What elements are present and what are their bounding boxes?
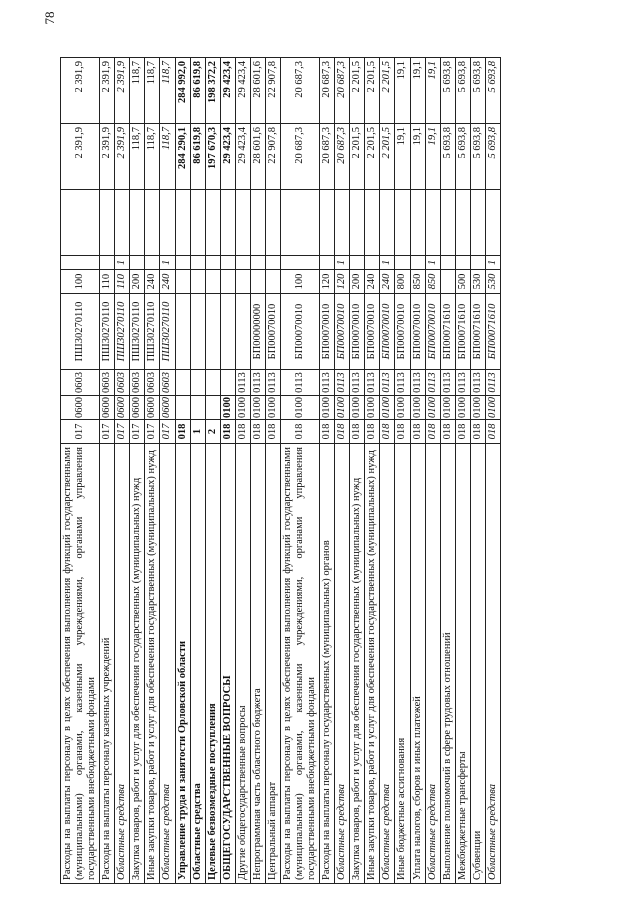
cell-value-3: 2 391,9: [61, 58, 100, 124]
cell-name: Другие общегосударственные вопросы: [235, 444, 250, 884]
cell-region-flag: [280, 256, 319, 270]
cell-value-2: 29 423,4: [220, 124, 235, 190]
cell-region-flag: [350, 256, 365, 270]
cell-section: 0100: [235, 396, 250, 420]
table-row: [160, 58, 175, 884]
cell-subsection: 0113: [455, 370, 470, 396]
cell-value-1: [235, 190, 250, 256]
cell-admin-code: 017: [61, 420, 100, 444]
table-row: [380, 58, 395, 884]
cell-value-1: [130, 190, 145, 256]
cell-subsection: 0603: [100, 370, 115, 396]
cell-value-3: 20 687,3: [280, 58, 319, 124]
cell-value-3: 2 391,9: [100, 58, 115, 124]
table-row: [145, 58, 160, 884]
cell-region-flag: [410, 256, 425, 270]
cell-region-flag: [190, 256, 205, 270]
cell-admin-code: 018: [365, 420, 380, 444]
cell-value-1: [425, 190, 440, 256]
cell-target-article: БП00070010: [280, 294, 319, 370]
cell-admin-code: 018: [335, 420, 350, 444]
cell-subsection: 0113: [235, 370, 250, 396]
cell-expense-type: 530: [485, 270, 500, 294]
cell-admin-code: 018: [235, 420, 250, 444]
table-row: [365, 58, 380, 884]
cell-subsection: 0113: [470, 370, 485, 396]
cell-admin-code: 018: [280, 420, 319, 444]
cell-subsection: 0113: [440, 370, 455, 396]
cell-region-flag: [175, 256, 190, 270]
cell-subsection: 0113: [485, 370, 500, 396]
cell-admin-code: 018: [485, 420, 500, 444]
cell-value-2: 118,7: [145, 124, 160, 190]
cell-value-2: 28 601,6: [250, 124, 265, 190]
cell-value-1: [190, 190, 205, 256]
table-row: [485, 58, 500, 884]
cell-admin-code: 018: [175, 420, 190, 444]
cell-value-3: 2 201,5: [380, 58, 395, 124]
cell-admin-code: 017: [130, 420, 145, 444]
table-row: [425, 58, 440, 884]
cell-value-2: 2 201,5: [350, 124, 365, 190]
cell-section: 0600: [100, 396, 115, 420]
cell-value-2: 20 687,3: [280, 124, 319, 190]
cell-value-3: 19,1: [425, 58, 440, 124]
cell-expense-type: 800: [395, 270, 410, 294]
cell-value-3: 19,1: [410, 58, 425, 124]
cell-region-flag: [220, 256, 235, 270]
cell-value-3: 5 693,8: [485, 58, 500, 124]
cell-value-2: 86 619,8: [190, 124, 205, 190]
cell-name: Управление труда и занятости Орловской области: [175, 444, 190, 884]
table-row: [395, 58, 410, 884]
cell-expense-type: [205, 270, 220, 294]
cell-value-1: [100, 190, 115, 256]
cell-expense-type: 850: [425, 270, 440, 294]
cell-value-2: 22 907,8: [265, 124, 280, 190]
cell-value-2: 19,1: [425, 124, 440, 190]
cell-value-2: 5 693,8: [485, 124, 500, 190]
table-row: [335, 58, 350, 884]
cell-value-2: 29 423,4: [235, 124, 250, 190]
cell-value-3: 29 423,4: [220, 58, 235, 124]
cell-section: 0100: [335, 396, 350, 420]
cell-region-flag: 1: [335, 256, 350, 270]
cell-subsection: 0113: [350, 370, 365, 396]
cell-section: 0100: [380, 396, 395, 420]
cell-section: [175, 396, 190, 420]
cell-subsection: 0603: [160, 370, 175, 396]
table-row: [61, 58, 100, 884]
cell-region-flag: 1: [485, 256, 500, 270]
cell-name: Закупка товаров, работ и услуг для обеспечения государственных (муниципальных) нужд: [350, 444, 365, 884]
table-row: [320, 58, 335, 884]
cell-subsection: 0603: [130, 370, 145, 396]
cell-value-2: 19,1: [410, 124, 425, 190]
cell-target-article: БП00071610: [470, 294, 485, 370]
cell-expense-type: 240: [145, 270, 160, 294]
cell-subsection: 0603: [145, 370, 160, 396]
rotated-table-container: [60, 58, 501, 884]
table-row: [115, 58, 130, 884]
cell-value-1: [175, 190, 190, 256]
cell-name: Областные средства: [190, 444, 205, 884]
cell-section: 0100: [410, 396, 425, 420]
cell-subsection: 0603: [115, 370, 130, 396]
cell-value-1: [205, 190, 220, 256]
table-row: [205, 58, 220, 884]
cell-expense-type: 100: [61, 270, 100, 294]
cell-region-flag: [145, 256, 160, 270]
cell-name: Областные средства: [115, 444, 130, 884]
cell-value-1: [365, 190, 380, 256]
cell-value-1: [160, 190, 175, 256]
cell-value-1: [350, 190, 365, 256]
cell-expense-type: 240: [380, 270, 395, 294]
cell-name: Областные средства: [160, 444, 175, 884]
cell-value-1: [145, 190, 160, 256]
cell-value-2: 2 391,9: [115, 124, 130, 190]
cell-admin-code: 017: [160, 420, 175, 444]
cell-section: [190, 396, 205, 420]
cell-value-2: 197 670,3: [205, 124, 220, 190]
cell-expense-type: 200: [130, 270, 145, 294]
cell-admin-code: 017: [145, 420, 160, 444]
cell-target-article: [235, 294, 250, 370]
cell-admin-code: 017: [100, 420, 115, 444]
cell-value-2: 5 693,8: [455, 124, 470, 190]
cell-section: 0100: [265, 396, 280, 420]
cell-region-flag: [61, 256, 100, 270]
cell-name: Расходы на выплаты персоналу казенных учреждений: [100, 444, 115, 884]
cell-value-1: [440, 190, 455, 256]
cell-section: 0600: [115, 396, 130, 420]
cell-subsection: 0113: [365, 370, 380, 396]
cell-admin-code: 018: [455, 420, 470, 444]
cell-value-3: 118,7: [145, 58, 160, 124]
cell-name: Расходы на выплаты персоналу в целях обеспечения выполнения функций государственными (муниципальными) органами, казенными учреждениями, органами управления государственными внебюджетными фондами: [280, 444, 319, 884]
cell-section: 0600: [61, 396, 100, 420]
cell-name: ОБЩЕГОСУДАРСТВЕННЫЕ ВОПРОСЫ: [220, 444, 235, 884]
cell-target-article: БП00070010: [365, 294, 380, 370]
cell-value-1: [455, 190, 470, 256]
cell-admin-code: 1: [190, 420, 205, 444]
cell-value-1: [115, 190, 130, 256]
cell-region-flag: 1: [380, 256, 395, 270]
cell-value-3: 198 372,2: [205, 58, 220, 124]
table-row: [440, 58, 455, 884]
cell-name: Выполнение полномочий в сфере трудовых отношений: [440, 444, 455, 884]
cell-target-article: БП00071610: [455, 294, 470, 370]
page-number: 78: [42, 11, 57, 25]
cell-value-3: 2 201,5: [350, 58, 365, 124]
cell-region-flag: [320, 256, 335, 270]
cell-name: Целевые безвозмездные поступления: [205, 444, 220, 884]
cell-value-1: [250, 190, 265, 256]
cell-target-article: ПШ30270110: [130, 294, 145, 370]
cell-subsection: [205, 370, 220, 396]
cell-subsection: 0113: [410, 370, 425, 396]
cell-value-3: 2 201,5: [365, 58, 380, 124]
table-row: [220, 58, 235, 884]
cell-value-3: 118,7: [160, 58, 175, 124]
cell-name: Областные средства: [335, 444, 350, 884]
table-row: [265, 58, 280, 884]
cell-value-1: [280, 190, 319, 256]
cell-value-2: 5 693,8: [440, 124, 455, 190]
cell-name: Расходы на выплаты персоналу государственных (муниципальных) органов: [320, 444, 335, 884]
table-body: [61, 58, 501, 884]
cell-name: Центральный аппарат: [265, 444, 280, 884]
cell-name: Межбюджетные трансферты: [455, 444, 470, 884]
cell-value-1: [410, 190, 425, 256]
cell-region-flag: [100, 256, 115, 270]
cell-admin-code: 018: [350, 420, 365, 444]
cell-name: Уплата налогов, сборов и иных платежей: [410, 444, 425, 884]
cell-region-flag: 1: [425, 256, 440, 270]
cell-region-flag: [130, 256, 145, 270]
cell-name: Расходы на выплаты персоналу в целях обеспечения выполнения функций государственными (муниципальными) органами, казенными учреждениями, органами управления государственными внебюджетными фондами: [61, 444, 100, 884]
cell-subsection: 0113: [395, 370, 410, 396]
cell-expense-type: 200: [350, 270, 365, 294]
budget-table: [60, 57, 501, 884]
cell-value-3: 20 687,3: [320, 58, 335, 124]
cell-name: Субвенции: [470, 444, 485, 884]
cell-value-1: [335, 190, 350, 256]
cell-expense-type: 240: [160, 270, 175, 294]
cell-admin-code: 018: [220, 420, 235, 444]
cell-subsection: 0113: [320, 370, 335, 396]
cell-value-3: 5 693,8: [440, 58, 455, 124]
cell-value-2: 2 201,5: [365, 124, 380, 190]
cell-expense-type: 240: [365, 270, 380, 294]
cell-name: Иные бюджетные ассигнования: [395, 444, 410, 884]
cell-target-article: БП00070010: [380, 294, 395, 370]
cell-target-article: БП00070010: [335, 294, 350, 370]
cell-value-3: 2 391,9: [115, 58, 130, 124]
cell-value-2: 118,7: [130, 124, 145, 190]
table-row: [175, 58, 190, 884]
cell-value-2: 2 391,9: [61, 124, 100, 190]
cell-region-flag: 1: [160, 256, 175, 270]
cell-expense-type: 120: [335, 270, 350, 294]
cell-admin-code: 017: [115, 420, 130, 444]
cell-value-3: 20 687,3: [335, 58, 350, 124]
table-row: [410, 58, 425, 884]
cell-admin-code: 018: [250, 420, 265, 444]
cell-section: 0100: [395, 396, 410, 420]
cell-target-article: БП00070010: [350, 294, 365, 370]
cell-admin-code: 018: [410, 420, 425, 444]
cell-value-1: [380, 190, 395, 256]
cell-expense-type: 100: [280, 270, 319, 294]
table-row: [190, 58, 205, 884]
cell-name: Иные закупки товаров, работ и услуг для обеспечения государственных (муниципальных) нужд: [145, 444, 160, 884]
cell-value-2: 284 290,1: [175, 124, 190, 190]
cell-region-flag: [265, 256, 280, 270]
cell-admin-code: 018: [265, 420, 280, 444]
cell-admin-code: 018: [470, 420, 485, 444]
cell-section: 0100: [320, 396, 335, 420]
cell-name: Закупка товаров, работ и услуг для обеспечения государственных (муниципальных) нужд: [130, 444, 145, 884]
cell-section: 0100: [455, 396, 470, 420]
cell-value-3: 28 601,6: [250, 58, 265, 124]
table-row: [455, 58, 470, 884]
cell-target-article: ПШ30270110: [100, 294, 115, 370]
cell-section: 0100: [470, 396, 485, 420]
cell-value-3: 19,1: [395, 58, 410, 124]
cell-subsection: 0113: [280, 370, 319, 396]
cell-target-article: ПШ30270110: [115, 294, 130, 370]
cell-expense-type: [175, 270, 190, 294]
cell-value-1: [220, 190, 235, 256]
cell-admin-code: 018: [395, 420, 410, 444]
cell-name: Областные средства: [485, 444, 500, 884]
cell-name: Непрограммная часть областного бюджета: [250, 444, 265, 884]
cell-target-article: БП00070010: [265, 294, 280, 370]
cell-expense-type: 850: [410, 270, 425, 294]
cell-value-2: 2 201,5: [380, 124, 395, 190]
cell-value-1: [61, 190, 100, 256]
cell-section: 0100: [350, 396, 365, 420]
cell-name: Иные закупки товаров, работ и услуг для обеспечения государственных (муниципальных) нужд: [365, 444, 380, 884]
cell-section: 0600: [130, 396, 145, 420]
cell-value-3: 22 907,8: [265, 58, 280, 124]
table-row: [350, 58, 365, 884]
cell-target-article: ПШ30270110: [160, 294, 175, 370]
cell-target-article: БП00070010: [410, 294, 425, 370]
cell-section: 0100: [365, 396, 380, 420]
cell-expense-type: 120: [320, 270, 335, 294]
cell-subsection: [190, 370, 205, 396]
cell-admin-code: 018: [425, 420, 440, 444]
table-row: [235, 58, 250, 884]
cell-target-article: БП00000000: [250, 294, 265, 370]
cell-section: [205, 396, 220, 420]
cell-section: 0100: [425, 396, 440, 420]
cell-target-article: ПШ30270110: [145, 294, 160, 370]
cell-subsection: 0113: [425, 370, 440, 396]
table-row: [100, 58, 115, 884]
cell-target-article: БП00070010: [320, 294, 335, 370]
cell-value-2: 2 391,9: [100, 124, 115, 190]
cell-value-1: [320, 190, 335, 256]
cell-value-3: 284 992,0: [175, 58, 190, 124]
cell-value-2: 19,1: [395, 124, 410, 190]
cell-region-flag: [470, 256, 485, 270]
cell-region-flag: [455, 256, 470, 270]
cell-admin-code: 018: [380, 420, 395, 444]
cell-region-flag: [440, 256, 455, 270]
cell-region-flag: [250, 256, 265, 270]
cell-subsection: 0113: [265, 370, 280, 396]
cell-value-3: 29 423,4: [235, 58, 250, 124]
cell-expense-type: [440, 270, 455, 294]
cell-admin-code: 018: [440, 420, 455, 444]
cell-value-2: 20 687,3: [320, 124, 335, 190]
cell-section: 0600: [160, 396, 175, 420]
cell-target-article: [205, 294, 220, 370]
cell-target-article: БП00070010: [425, 294, 440, 370]
table-row: [250, 58, 265, 884]
cell-value-1: [395, 190, 410, 256]
cell-value-1: [470, 190, 485, 256]
cell-value-2: 5 693,8: [470, 124, 485, 190]
cell-region-flag: [205, 256, 220, 270]
cell-target-article: [175, 294, 190, 370]
cell-expense-type: [190, 270, 205, 294]
cell-section: 0100: [250, 396, 265, 420]
cell-subsection: [175, 370, 190, 396]
cell-expense-type: 110: [100, 270, 115, 294]
cell-target-article: БП00070010: [395, 294, 410, 370]
cell-value-2: 118,7: [160, 124, 175, 190]
cell-section: 0600: [145, 396, 160, 420]
cell-section: 0100: [280, 396, 319, 420]
cell-region-flag: [365, 256, 380, 270]
cell-region-flag: [235, 256, 250, 270]
table-row: [280, 58, 319, 884]
cell-value-3: 5 693,8: [470, 58, 485, 124]
cell-section: 0100: [485, 396, 500, 420]
cell-section: 0100: [440, 396, 455, 420]
cell-subsection: 0603: [61, 370, 100, 396]
cell-value-3: 118,7: [130, 58, 145, 124]
cell-name: Областные средства: [425, 444, 440, 884]
cell-target-article: ПШ30270110: [61, 294, 100, 370]
cell-name: Областные средства: [380, 444, 395, 884]
cell-expense-type: 110: [115, 270, 130, 294]
cell-value-1: [265, 190, 280, 256]
table-row: [130, 58, 145, 884]
cell-expense-type: [250, 270, 265, 294]
cell-target-article: БП00071610: [485, 294, 500, 370]
cell-target-article: [220, 294, 235, 370]
cell-subsection: 0113: [250, 370, 265, 396]
cell-value-2: 20 687,3: [335, 124, 350, 190]
cell-target-article: БП00071610: [440, 294, 455, 370]
cell-admin-code: 018: [320, 420, 335, 444]
cell-region-flag: 1: [115, 256, 130, 270]
cell-subsection: 0113: [380, 370, 395, 396]
cell-value-3: 5 693,8: [455, 58, 470, 124]
cell-expense-type: [220, 270, 235, 294]
cell-subsection: 0113: [335, 370, 350, 396]
cell-admin-code: 2: [205, 420, 220, 444]
cell-target-article: [190, 294, 205, 370]
cell-subsection: [220, 370, 235, 396]
cell-expense-type: 500: [455, 270, 470, 294]
cell-value-3: 86 619,8: [190, 58, 205, 124]
table-row: [470, 58, 485, 884]
cell-expense-type: [265, 270, 280, 294]
cell-value-1: [485, 190, 500, 256]
cell-region-flag: [395, 256, 410, 270]
cell-section: 0100: [220, 396, 235, 420]
cell-expense-type: 530: [470, 270, 485, 294]
cell-expense-type: [235, 270, 250, 294]
